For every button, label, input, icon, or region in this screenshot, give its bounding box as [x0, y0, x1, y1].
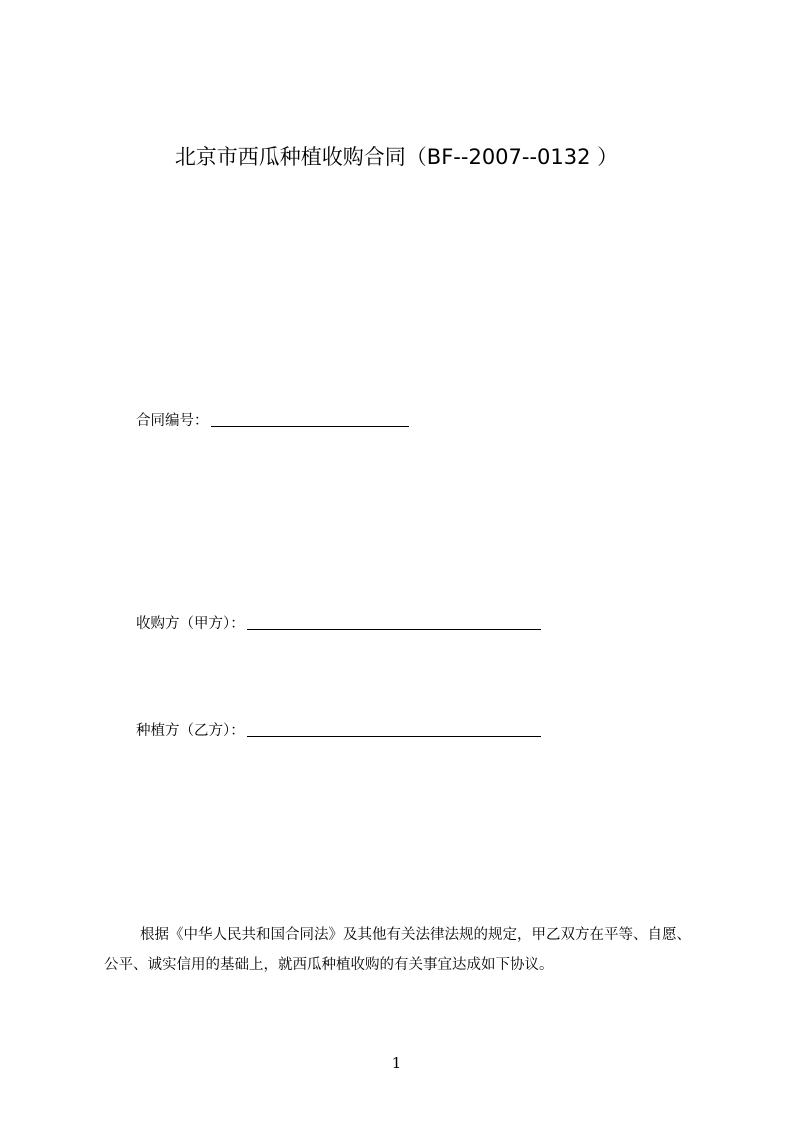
contract-number-blank[interactable]	[211, 410, 409, 427]
page-number: 1	[391, 1054, 402, 1072]
grower-blank[interactable]	[247, 720, 541, 737]
buyer-row	[136, 611, 541, 635]
buyer-blank[interactable]	[247, 613, 541, 630]
intro-paragraph: 根据《中华人民共和国合同法》及其他有关法律法规的规定，甲乙双方在平等、自愿、公平、诚实信用的基础上，就西瓜种植收购的有关事宜达成如下协议。	[104, 927, 691, 973]
contract-number-row	[136, 408, 409, 432]
document-title: 北京市西瓜种植收购合同（BF--2007--0132 ）	[174, 145, 619, 169]
grower-label: 种植方（乙方）：	[136, 723, 245, 739]
contract-number-label: 合同编号：	[136, 413, 209, 429]
buyer-label: 收购方（甲方）：	[136, 616, 245, 632]
grower-row	[136, 718, 541, 742]
